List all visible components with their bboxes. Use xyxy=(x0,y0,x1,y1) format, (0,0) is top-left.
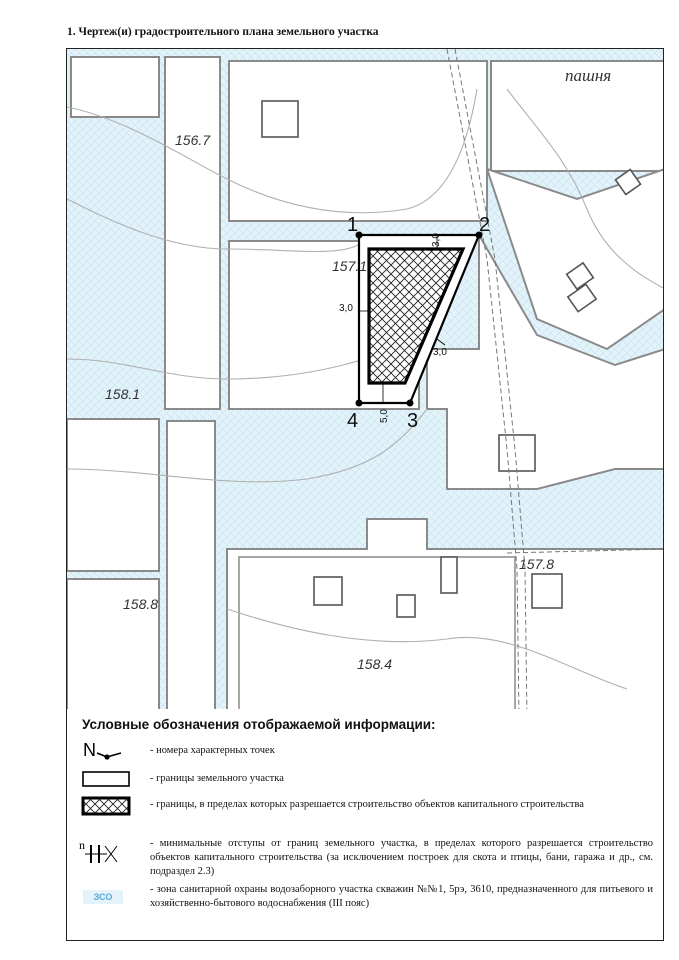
zso-badge: ЗСО xyxy=(83,890,123,904)
block xyxy=(229,61,487,221)
legend-item-buildable xyxy=(77,795,653,825)
block xyxy=(71,57,159,117)
setback-label-top: 3,0 xyxy=(431,233,442,247)
building xyxy=(499,435,535,471)
point-label-2: 2 xyxy=(479,214,491,236)
building xyxy=(532,574,562,608)
legend-text: - номера характерных точек xyxy=(150,745,275,756)
block xyxy=(165,57,220,409)
elevation-label: 158.1 xyxy=(105,386,141,402)
elevation-label: 158.8 xyxy=(123,596,159,612)
elevation-label: 157.8 xyxy=(519,556,555,572)
elevation-label: 158.4 xyxy=(357,656,393,672)
point-marker xyxy=(356,400,363,407)
elevation-label: 156.7 xyxy=(175,132,211,148)
setback-label-right: 3,0 xyxy=(433,347,447,358)
legend-item-zso xyxy=(77,881,653,913)
point-label-1: 1 xyxy=(347,214,359,236)
zso-symbol xyxy=(83,887,147,905)
point-marker xyxy=(407,400,414,407)
legend-item-parcel xyxy=(77,769,653,789)
legend-title: Условные обозначения отображаемой информации: xyxy=(82,717,436,732)
page-title: 1. Чертеж(и) градостроительного плана земельного участка xyxy=(67,26,379,38)
legend-item-points xyxy=(77,739,653,761)
legend-text: - минимальные отступы от границ земельного участка, в пределах которого разрешается строительство объектов капитального строительства (за исключением построек для скота и птицы, бани, гаража и др., см. подраздел 2.3) xyxy=(150,838,653,877)
building xyxy=(441,557,457,593)
elevation-label: 157.1 xyxy=(332,258,368,274)
legend-text: - границы, в пределах которых разрешается строительство объектов капитального строительства xyxy=(150,799,584,810)
legend-item-setback xyxy=(77,835,653,879)
building xyxy=(262,101,298,137)
land-type-label: пашня xyxy=(565,66,612,85)
point-label-4: 4 xyxy=(347,410,359,432)
legend-text: - зона санитарной охраны водозаборного участка скважин №№1, 5рэ, 3610, предназначенного для питьевого и хозяйственно-бытового водоснабжения (III пояс) xyxy=(150,884,653,909)
block xyxy=(67,419,159,571)
setback-label-left: 3,0 xyxy=(339,303,353,314)
building xyxy=(314,577,342,605)
building xyxy=(397,595,415,617)
legend xyxy=(67,709,663,941)
legend-text: - границы земельного участка xyxy=(150,773,284,784)
map-frame xyxy=(66,48,664,941)
point-symbol-letter: N xyxy=(83,740,96,760)
point-label-3: 3 xyxy=(407,410,419,432)
setback-label-bottom: 5,0 xyxy=(379,409,390,423)
setback-symbol-letter: n xyxy=(79,838,85,852)
